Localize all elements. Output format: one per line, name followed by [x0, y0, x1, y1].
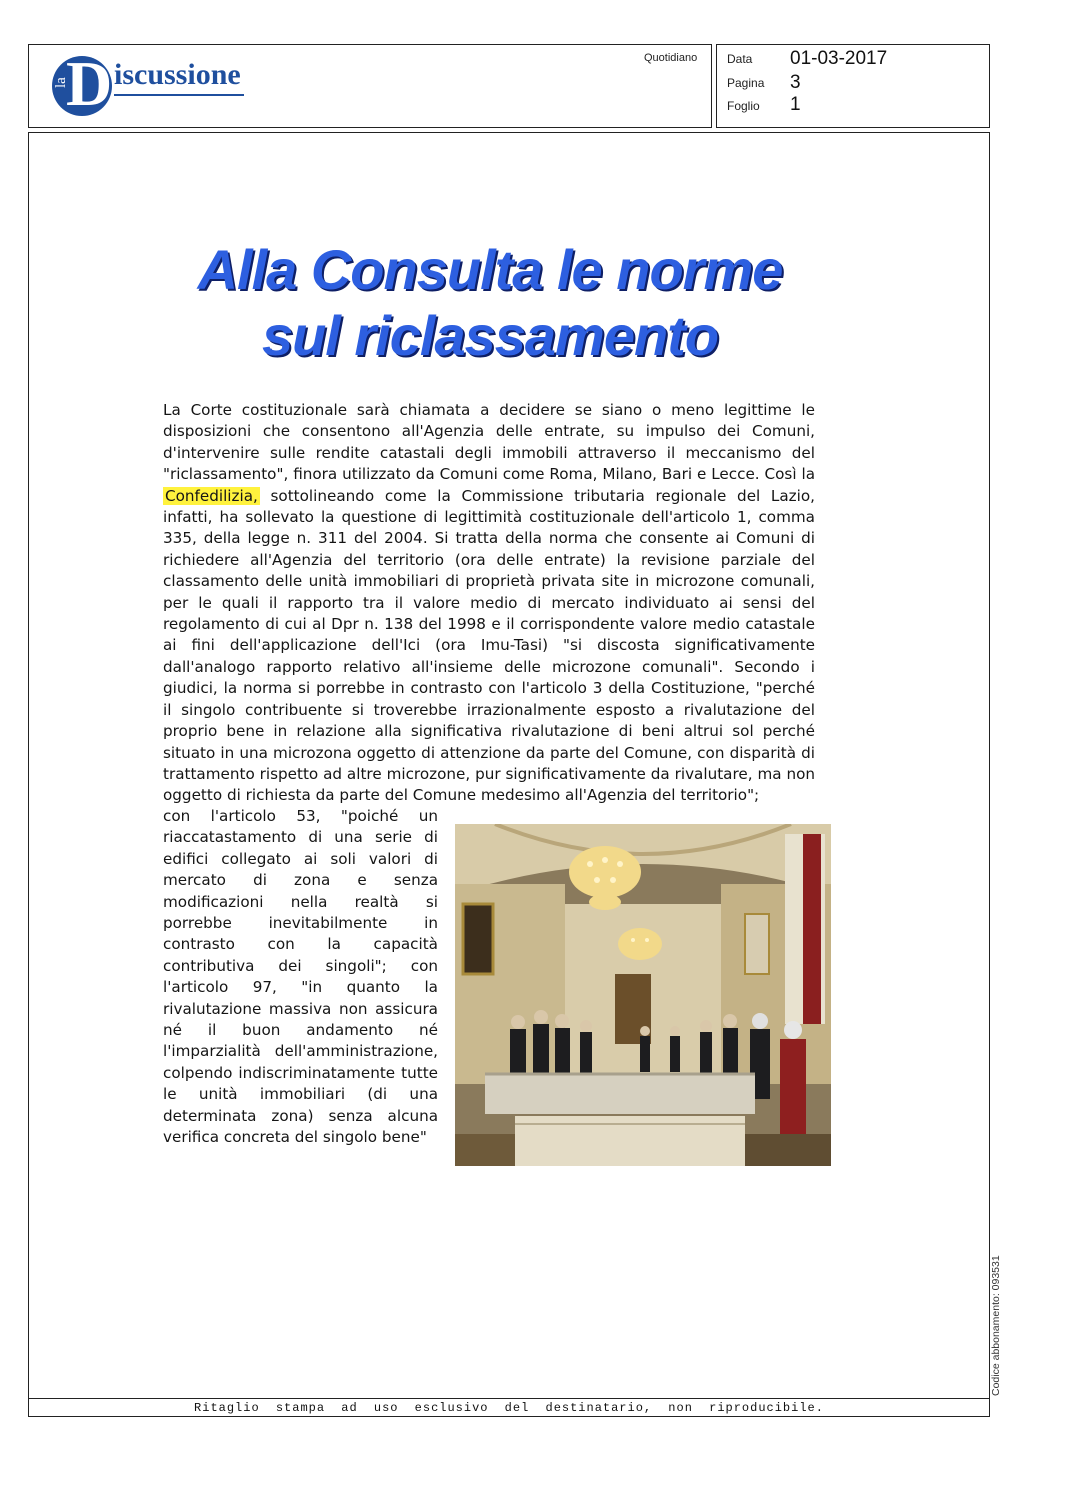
- logo-initial: D: [66, 48, 113, 119]
- logo-text: iscussione: [114, 58, 241, 91]
- courtroom-photo: [455, 824, 831, 1166]
- headline-line-1: Alla Consulta le norme: [197, 238, 783, 301]
- masthead-logo: [52, 48, 252, 120]
- page-value: 3: [790, 72, 801, 93]
- frequency-label: Quotidiano: [644, 52, 698, 64]
- date-value: 01-03-2017: [790, 48, 888, 69]
- subscription-code: Codice abbonamento: 093531: [990, 1255, 1002, 1396]
- highlighted-term: Confedilizia,: [165, 486, 258, 505]
- footer-divider: [28, 1398, 990, 1399]
- date-label: Data: [727, 52, 753, 66]
- headline-line-2: sul riclassamento: [261, 304, 719, 367]
- sheet-label: Foglio: [727, 99, 760, 113]
- article-body-narrow-column: [163, 806, 438, 1149]
- article-body-part-2: sottolineando come la Commissione tributaria regionale del Lazio, infatti, ha sollevato la questione di legittimità costituzionale dell'articolo 1, comma 335, della legge n. 311 del 2004. Si tratta della norma che consente ai Comuni di richiedere all'Agenzia del territorio (ora delle entrate) la revisione parziale del classamento delle unità immobiliari di proprietà privata site in microzone comunali, per le quali il rapporto tra il valore medio di mercato individuato ai sensi del regolamento di cui al Dpr n. 138 del 1998 e il corrispondente valore medio catastale ai fini dell'applicazione dell'Ici (ora Imu-Tasi) "si discosta significativamente dall'analogo rapporto relativo all'insieme delle microzone comunali". Secondo i giudici, la norma si porrebbe in contrasto con l'articolo 3 della Costituzione, "perché il singolo contribuente si troverebbe irrazionalmente esposto a rivalutazione del proprio bene in relazione alla significativa rivalutazione di beni altrui sol perché situato in una microzona oggetto di attenzione da parte del Comune, con disparità di trattamento rispetto ad altre microzone, pur significativamente da rivalutare, ma non oggetto di richiesta da parte del Comune medesimo all'Agenzia del territorio";: [163, 486, 815, 805]
- article-body-full-width: [163, 400, 815, 807]
- page-label: Pagina: [727, 76, 765, 90]
- footer-notice: Ritaglio stampa ad uso esclusivo del destinatario, non riproducibile.: [194, 1401, 824, 1415]
- article-body-part-3: con l'articolo 53, "poiché un riaccatastamento di una serie di edifici collegato ai soli valori di mercato di zona e senza modificazioni nella realtà si porrebbe inevitabilmente in contrasto con la capacità contributiva dei singoli"; con l'articolo 97, "in quanto la rivalutazione massiva non assicura né il buon andamento né l'imparzialità dell'amministrazione, colpendo indiscriminatamente tutte le unità immobiliari (di una determinata zona) senza alcuna verifica concreta del singolo bene": [163, 807, 438, 1147]
- sheet-value: 1: [790, 94, 801, 115]
- logo-prefix: la: [53, 77, 69, 88]
- logo-underline: [114, 94, 244, 96]
- article-body-part-1: La Corte costituzionale sarà chiamata a decidere se siano o meno legittime le disposizioni che consentono all'Agenzia delle entrate, su impulso dei Comuni, d'intervenire sulle rendite catastali degli immobili attraverso il meccanismo del "riclassamento", finora utilizzato da Comuni come Roma, Milano, Bari e Lecce. Così la: [163, 401, 815, 484]
